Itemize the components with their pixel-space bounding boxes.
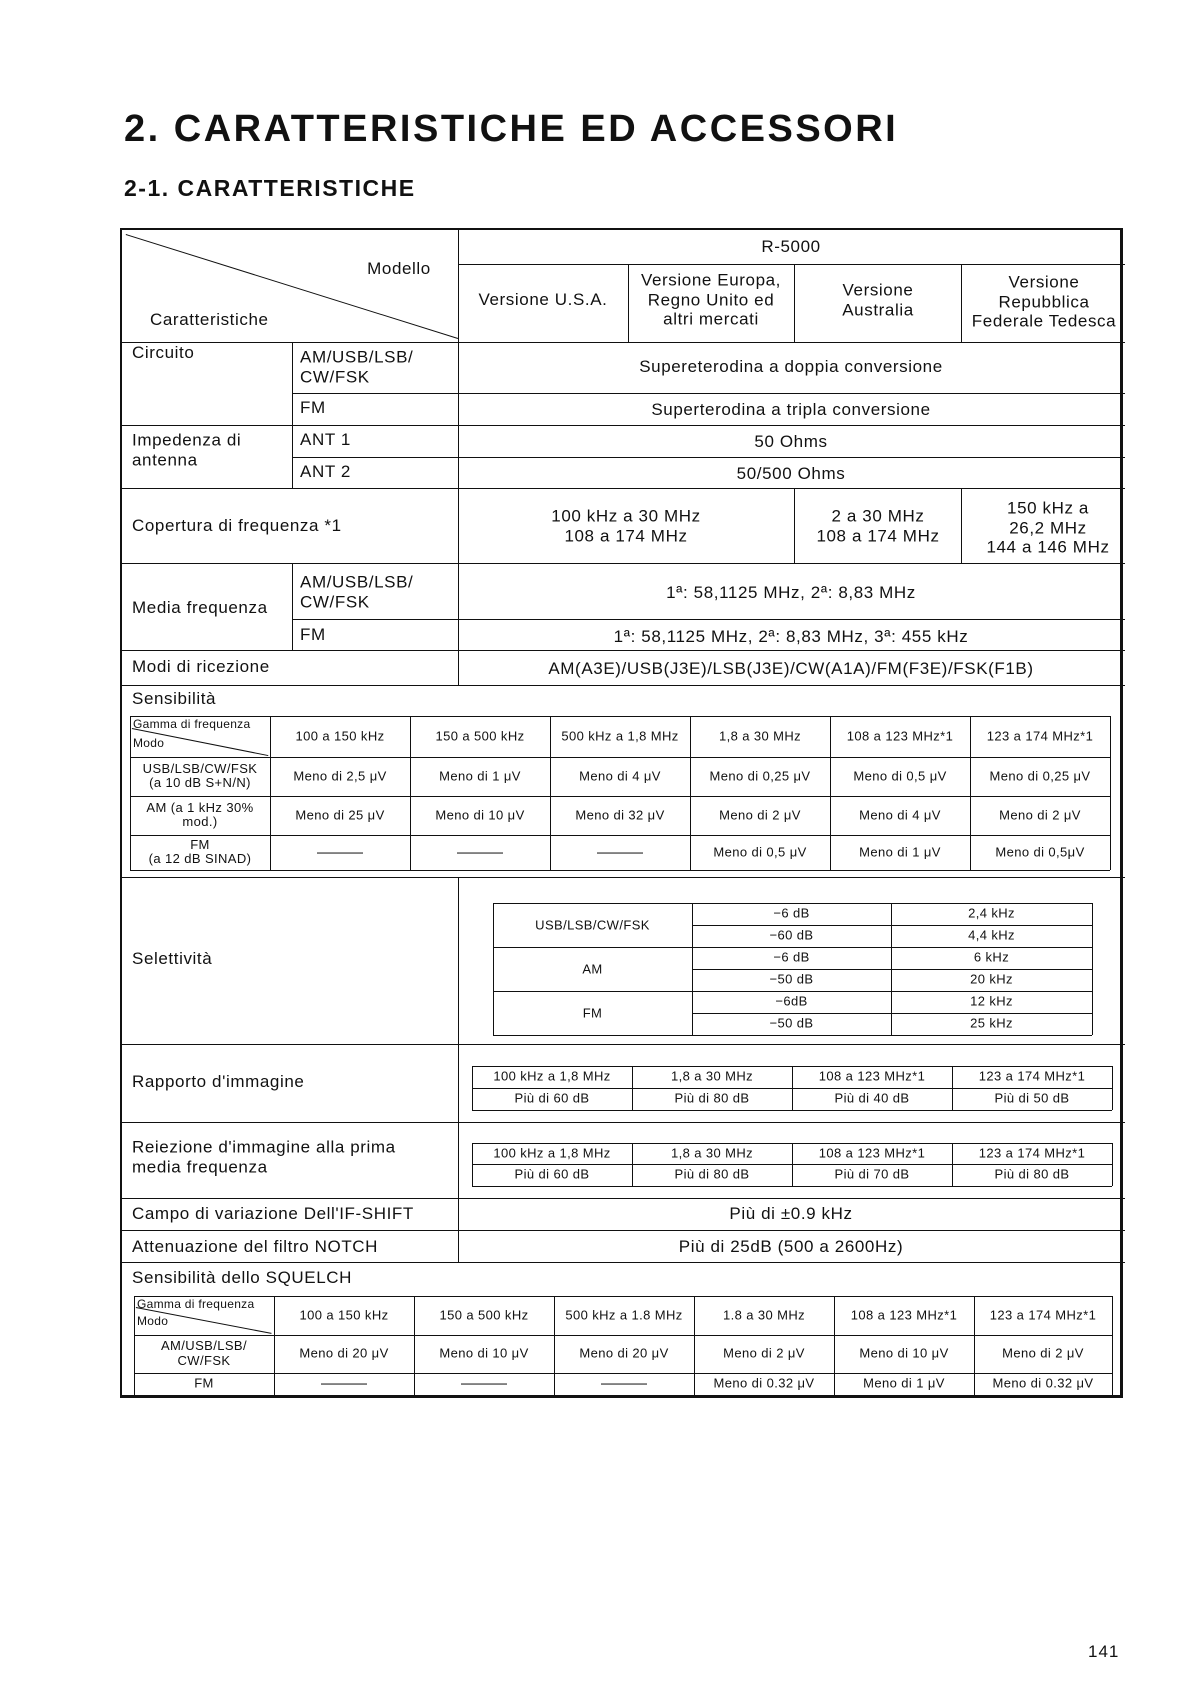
if-label: Media frequenza bbox=[132, 598, 268, 618]
model-name: R-5000 bbox=[761, 237, 821, 257]
sel-width-1-1: 20 kHz bbox=[970, 971, 1013, 987]
circuit-value-2: Superterodina a tripla conversione bbox=[651, 400, 931, 420]
antenna-mid-line bbox=[292, 457, 458, 458]
rule-line bbox=[410, 716, 411, 870]
sel-mode-1: AM bbox=[582, 961, 603, 977]
first_if_rejection-value-3: Più di 80 dB bbox=[994, 1166, 1070, 1182]
sq-grid-bottom bbox=[134, 1395, 1112, 1396]
coverage-label: Copertura di frequenza *1 bbox=[132, 516, 342, 536]
rule-line bbox=[632, 1143, 633, 1186]
sel-level-0-0: −6 dB bbox=[773, 905, 810, 921]
sel-level-1-1: −50 dB bbox=[769, 971, 814, 987]
notch-value: Più di 25dB (500 a 2600Hz) bbox=[678, 1237, 904, 1257]
if-modes-2: FM bbox=[300, 625, 326, 645]
sens-value-1-0: Meno di 25 μV bbox=[295, 807, 385, 823]
rule-line bbox=[493, 991, 1092, 992]
if-shift-bottom-line bbox=[122, 1230, 1125, 1231]
sublabel-divider-if bbox=[292, 563, 293, 650]
rule-line bbox=[792, 1066, 793, 1110]
ant2-label: ANT 2 bbox=[300, 462, 351, 482]
rule-line bbox=[130, 716, 131, 870]
coverage-bottom-line bbox=[122, 563, 1125, 564]
rule-line bbox=[830, 716, 831, 870]
if-value-1: 1ª: 58,1125 MHz, 2ª: 8,83 MHz bbox=[666, 583, 916, 603]
image_ratio-value-0: Più di 60 dB bbox=[514, 1090, 590, 1106]
sens-value-0-0: Meno di 2,5 μV bbox=[293, 768, 387, 784]
image_ratio-value-2: Più di 40 dB bbox=[834, 1090, 910, 1106]
sq-value-1-2 bbox=[601, 1377, 647, 1392]
sensitivity-label: Sensibilità bbox=[132, 689, 217, 709]
if-mid-line-right bbox=[458, 619, 1125, 620]
label-column-divider-lower bbox=[458, 877, 459, 1262]
sens-value-0-3: Meno di 0,25 μV bbox=[709, 768, 811, 784]
antenna-mid-line-right bbox=[458, 457, 1125, 458]
sens-value-0-5: Meno di 0,25 μV bbox=[989, 768, 1091, 784]
sens-band-2: 500 kHz a 1,8 MHz bbox=[561, 728, 679, 744]
rule-line bbox=[1092, 903, 1093, 1035]
model-label: Modello bbox=[367, 259, 431, 279]
sens-value-2-5: Meno di 0,5μV bbox=[995, 844, 1085, 860]
rule-line bbox=[134, 1335, 1112, 1336]
circuit-mid-line-right bbox=[458, 393, 1125, 394]
sel-level-2-1: −50 dB bbox=[769, 1015, 814, 1031]
sq-value-0-2: Meno di 20 μV bbox=[579, 1345, 669, 1361]
header-bottom-line bbox=[122, 342, 1125, 343]
rule-line bbox=[952, 1066, 953, 1110]
image_ratio-band-1: 1,8 a 30 MHz bbox=[670, 1068, 754, 1084]
sens-band-4: 108 a 123 MHz*1 bbox=[846, 728, 954, 744]
sel-level-2-0: −6dB bbox=[775, 993, 808, 1009]
spec-table bbox=[120, 228, 1123, 1398]
sel-width-0-0: 2,4 kHz bbox=[968, 905, 1015, 921]
rule-line bbox=[834, 1296, 835, 1395]
image_ratio-band-0: 100 kHz a 1,8 MHz bbox=[493, 1068, 611, 1084]
sens-corner-band: Gamma di frequenza bbox=[133, 717, 251, 732]
sens-value-1-1: Meno di 10 μV bbox=[435, 807, 525, 823]
page-number: 141 bbox=[1088, 1642, 1120, 1661]
sq-value-1-5: Meno di 0.32 μV bbox=[992, 1375, 1094, 1391]
coverage-germany: 150 kHz a 26,2 MHz 144 a 146 MHz bbox=[986, 498, 1110, 557]
sel-width-2-0: 12 kHz bbox=[970, 993, 1013, 1009]
first_if_rejection-band-3: 123 a 174 MHz*1 bbox=[978, 1145, 1086, 1161]
rule-line bbox=[493, 903, 494, 1035]
sq-band-2: 500 kHz a 1.8 MHz bbox=[565, 1307, 683, 1323]
sel-level-1-0: −6 dB bbox=[773, 949, 810, 965]
sq-band-4: 108 a 123 MHz*1 bbox=[850, 1307, 958, 1323]
sens-band-3: 1,8 a 30 MHz bbox=[718, 728, 802, 744]
sens-value-1-5: Meno di 2 μV bbox=[999, 807, 1081, 823]
characteristics-label: Caratteristiche bbox=[150, 310, 269, 330]
ant1-value: 50 Ohms bbox=[754, 432, 828, 452]
chapter-title: 2. CARATTERISTICHE ED ACCESSORI bbox=[124, 108, 899, 150]
sq-value-0-4: Meno di 10 μV bbox=[859, 1345, 949, 1361]
first-if-rejection-label: Reiezione d'immagine alla prima media frequenza bbox=[132, 1137, 396, 1176]
rule-line bbox=[961, 264, 962, 342]
rule-line bbox=[472, 1066, 473, 1110]
rule-line bbox=[974, 1296, 975, 1395]
rule-line bbox=[130, 796, 1110, 797]
sens-value-2-0 bbox=[317, 845, 363, 860]
sens-grid-top bbox=[130, 716, 1110, 717]
sens-value-0-1: Meno di 1 μV bbox=[439, 768, 521, 784]
sq-value-0-5: Meno di 2 μV bbox=[1002, 1345, 1084, 1361]
rule-line bbox=[692, 925, 1092, 926]
rule-line bbox=[274, 1296, 275, 1395]
sq-band-0: 100 a 150 kHz bbox=[299, 1307, 389, 1323]
sq-band-5: 123 a 174 MHz*1 bbox=[989, 1307, 1097, 1323]
rule-line bbox=[628, 264, 629, 342]
sq-value-1-4: Meno di 1 μV bbox=[863, 1375, 945, 1391]
sq-mode-1: FM bbox=[194, 1375, 214, 1391]
sens-value-2-2 bbox=[597, 845, 643, 860]
rule-line bbox=[1112, 1066, 1113, 1110]
sel-width-2-1: 25 kHz bbox=[970, 1015, 1013, 1031]
sens-value-1-4: Meno di 4 μV bbox=[859, 807, 941, 823]
version-germany: Versione Repubblica Federale Tedesca bbox=[971, 272, 1117, 331]
version-australia: Versione Australia bbox=[842, 280, 914, 319]
sens-corner-mode: Modo bbox=[133, 736, 165, 751]
sel-mode-2: FM bbox=[582, 1005, 603, 1021]
sq-value-0-1: Meno di 10 μV bbox=[439, 1345, 529, 1361]
rule-line bbox=[692, 1013, 1092, 1014]
sel-mode-0: USB/LSB/CW/FSK bbox=[535, 917, 650, 933]
first_if_rejection-band-2: 108 a 123 MHz*1 bbox=[818, 1145, 926, 1161]
first_if_rejection-band-1: 1,8 a 30 MHz bbox=[670, 1145, 754, 1161]
rule-line bbox=[130, 757, 1110, 758]
sens-mode-0: USB/LSB/CW/FSK (a 10 dB S+N/N) bbox=[142, 760, 258, 791]
notch-bottom-line bbox=[122, 1262, 1125, 1263]
version-usa: Versione U.S.A. bbox=[478, 290, 608, 310]
rule-line bbox=[414, 1296, 415, 1395]
section-title: 2-1. CARATTERISTICHE bbox=[124, 175, 416, 201]
rule-line bbox=[550, 716, 551, 870]
sens-value-2-4: Meno di 1 μV bbox=[859, 844, 941, 860]
ant1-label: ANT 1 bbox=[300, 430, 351, 450]
rule-line bbox=[692, 969, 1092, 970]
version-europe: Versione Europa, Regno Unito ed altri mercati bbox=[640, 270, 782, 329]
sens-mode-1: AM (a 1 kHz 30% mod.) bbox=[146, 799, 254, 830]
rule-line bbox=[632, 1066, 633, 1110]
model-under-line bbox=[458, 264, 1125, 265]
rule-line bbox=[134, 1373, 1112, 1374]
rule-line bbox=[1110, 716, 1111, 870]
rule-line bbox=[1112, 1296, 1113, 1395]
sens-value-1-2: Meno di 32 μV bbox=[575, 807, 665, 823]
antenna-bottom-line bbox=[122, 488, 1125, 489]
sens-value-2-3: Meno di 0,5 μV bbox=[713, 844, 807, 860]
image-ratio-label: Rapporto d'immagine bbox=[132, 1072, 305, 1092]
sq-value-1-0 bbox=[321, 1377, 367, 1392]
selectivity-label: Selettività bbox=[132, 949, 213, 969]
sens-band-0: 100 a 150 kHz bbox=[295, 728, 385, 744]
sq-value-0-0: Meno di 20 μV bbox=[299, 1345, 389, 1361]
sq-corner-band: Gamma di frequenza bbox=[137, 1297, 255, 1312]
ant2-value: 50/500 Ohms bbox=[736, 464, 846, 484]
coverage-australia: 2 a 30 MHz 108 a 174 MHz bbox=[816, 506, 940, 545]
sq-band-3: 1.8 a 30 MHz bbox=[722, 1307, 806, 1323]
sq-mode-0: AM/USB/LSB/ CW/FSK bbox=[160, 1338, 248, 1368]
sel-width-1-0: 6 kHz bbox=[973, 949, 1010, 965]
squelch-label: Sensibilità dello SQUELCH bbox=[132, 1268, 353, 1288]
if-bottom-line bbox=[122, 650, 1125, 651]
rule-line bbox=[130, 835, 1110, 836]
image_ratio-value-1: Più di 80 dB bbox=[674, 1090, 750, 1106]
sq-corner-mode: Modo bbox=[137, 1314, 169, 1329]
sel-grid-bottom bbox=[493, 1035, 1092, 1036]
rule-line bbox=[472, 1110, 1112, 1111]
circuit-mid-line bbox=[292, 393, 458, 394]
sel-width-0-1: 4,4 kHz bbox=[968, 927, 1015, 943]
if-mid-line-left bbox=[292, 619, 458, 620]
sq-value-0-3: Meno di 2 μV bbox=[723, 1345, 805, 1361]
sq-grid-top bbox=[134, 1296, 1112, 1297]
sq-band-1: 150 a 500 kHz bbox=[439, 1307, 529, 1323]
first_if_rejection-value-0: Più di 60 dB bbox=[514, 1166, 590, 1182]
rule-line bbox=[694, 1296, 695, 1395]
image_ratio-band-2: 108 a 123 MHz*1 bbox=[818, 1068, 926, 1084]
if-modes-1: AM/USB/LSB/ CW/FSK bbox=[300, 572, 414, 611]
first_if_rejection-band-0: 100 kHz a 1,8 MHz bbox=[493, 1145, 611, 1161]
selectivity-bottom-line bbox=[122, 1044, 1125, 1045]
rule-line bbox=[134, 1296, 135, 1395]
if-rejection-bottom-line bbox=[122, 1198, 1125, 1199]
rule-line bbox=[472, 1186, 1112, 1187]
first_if_rejection-value-1: Più di 80 dB bbox=[674, 1166, 750, 1182]
rule-line bbox=[961, 488, 962, 563]
circuit-modes-2: FM bbox=[300, 398, 326, 418]
rule-line bbox=[794, 264, 795, 342]
circuit-bottom-line bbox=[122, 425, 1125, 426]
reception-modes-label: Modi di ricezione bbox=[132, 657, 270, 677]
sq-value-1-1 bbox=[461, 1377, 507, 1392]
if-shift-value: Più di ±0.9 kHz bbox=[729, 1204, 853, 1224]
first_if_rejection-value-2: Più di 70 dB bbox=[834, 1166, 910, 1182]
image_ratio-band-3: 123 a 174 MHz*1 bbox=[978, 1068, 1086, 1084]
sel-level-0-1: −60 dB bbox=[769, 927, 814, 943]
sel-grid-top bbox=[493, 903, 1092, 904]
rule-line bbox=[970, 716, 971, 870]
notch-label: Attenuazione del filtro NOTCH bbox=[132, 1237, 379, 1257]
rule-line bbox=[794, 488, 795, 563]
sens-value-2-1 bbox=[457, 845, 503, 860]
sq-value-1-3: Meno di 0.32 μV bbox=[713, 1375, 815, 1391]
antenna-label: Impedenza di antenna bbox=[132, 430, 242, 469]
circuit-modes-1: AM/USB/LSB/ CW/FSK bbox=[300, 347, 414, 386]
sensitivity-bottom-line bbox=[122, 877, 1125, 878]
sublabel-divider-upper bbox=[292, 342, 293, 488]
sens-value-0-2: Meno di 4 μV bbox=[579, 768, 661, 784]
rule-line bbox=[690, 716, 691, 870]
if-shift-label: Campo di variazione Dell'IF-SHIFT bbox=[132, 1204, 414, 1224]
sens-value-0-4: Meno di 0,5 μV bbox=[853, 768, 947, 784]
sens-band-1: 150 a 500 kHz bbox=[435, 728, 525, 744]
rule-line bbox=[792, 1143, 793, 1186]
circuit-value-1: Supereterodina a doppia conversione bbox=[639, 357, 943, 377]
rule-line bbox=[1112, 1143, 1113, 1186]
coverage-usa-europe: 100 kHz a 30 MHz 108 a 174 MHz bbox=[551, 506, 701, 545]
circuit-label: Circuito bbox=[132, 343, 195, 363]
rule-line bbox=[952, 1143, 953, 1186]
modes-bottom-line bbox=[122, 685, 1125, 686]
rule-line bbox=[472, 1143, 473, 1186]
image-ratio-bottom-line bbox=[122, 1122, 1125, 1123]
reception-modes-value: AM(A3E)/USB(J3E)/LSB(J3E)/CW(A1A)/FM(F3E)/FSK(F1B) bbox=[548, 659, 1034, 679]
image_ratio-value-3: Più di 50 dB bbox=[994, 1090, 1070, 1106]
sens-band-5: 123 a 174 MHz*1 bbox=[986, 728, 1094, 744]
sens-value-1-3: Meno di 2 μV bbox=[719, 807, 801, 823]
rule-line bbox=[554, 1296, 555, 1395]
rule-line bbox=[270, 716, 271, 870]
rule-line bbox=[493, 947, 1092, 948]
if-value-2: 1ª: 58,1125 MHz, 2ª: 8,83 MHz, 3ª: 455 kHz bbox=[613, 627, 969, 647]
sens-grid-bottom bbox=[130, 870, 1110, 871]
sens-mode-2: FM (a 12 dB SINAD) bbox=[148, 836, 252, 867]
